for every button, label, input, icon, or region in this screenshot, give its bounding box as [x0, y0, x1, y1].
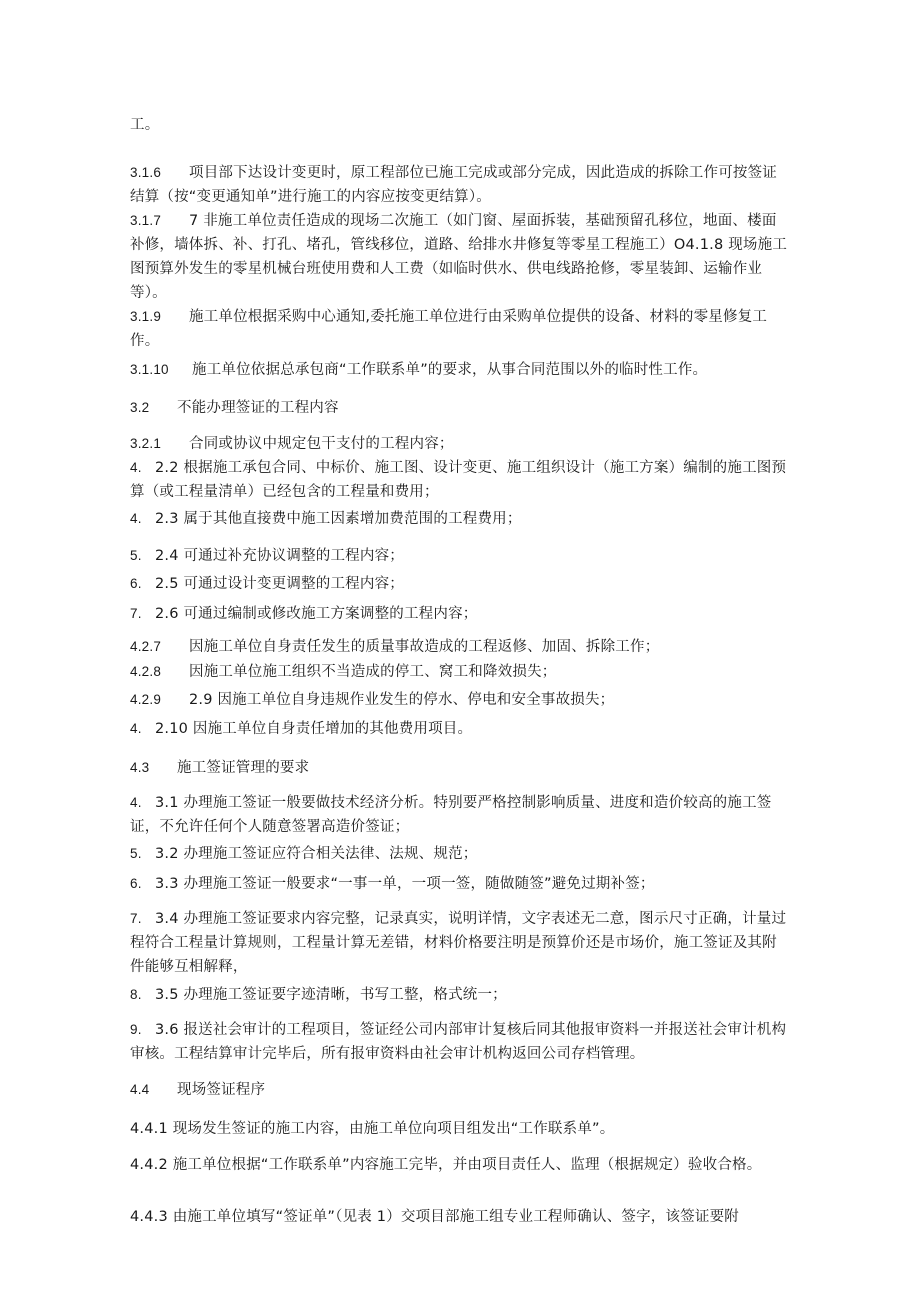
paragraph-4-2-7 [130, 635, 790, 659]
section-number: 4.2.9 [130, 692, 162, 707]
section-number: 4. [130, 460, 142, 475]
section-number: 3.1.7 [130, 213, 162, 228]
section-number: 3.2.1 [130, 436, 162, 451]
paragraph-3-1-6 [130, 161, 790, 209]
paragraph-text: 4.4.2 施工单位根据“工作联系单”内容施工完毕，并由项目责任人、监理（根据规定）验收合格。 [130, 1157, 762, 1173]
paragraph-continuation [130, 113, 790, 137]
paragraph-text: 合同或协议中规定包干支付的工程内容； [189, 436, 454, 452]
paragraph-4-4-3 [130, 1205, 790, 1229]
heading-4-4 [130, 1078, 790, 1102]
section-number: 4.2.8 [130, 664, 162, 679]
paragraph-text: 3.3 办理施工签证一般要求“一事一单，一项一签，随做随签”避免过期补签； [155, 876, 655, 892]
paragraph-4-2-9 [130, 688, 790, 712]
paragraph-4-4-2 [130, 1153, 790, 1177]
section-number: 4.2.7 [130, 639, 162, 654]
paragraph-text: 施工单位根据采购中心通知,委托施工单位进行由采购单位提供的设备、材料的零星修复工作。 [130, 309, 768, 349]
paragraph-4-2-8 [130, 660, 790, 684]
section-number: 7. [130, 911, 142, 926]
paragraph-text: 2.5 可通过设计变更调整的工程内容； [155, 576, 404, 592]
section-number: 4. [130, 721, 142, 736]
paragraph-text: 项目部下达设计变更时，原工程部位已施工完成或部分完成，因此造成的拆除工作可按签证结算（按“变更通知单”进行施工的内容应按变更结算）。 [130, 165, 777, 205]
paragraph-text: 4.4.3 由施工单位填写“签证单”（见表 1）交项目部施工组专业工程师确认、签字，该签证要附 [130, 1209, 740, 1225]
section-number: 8. [130, 987, 142, 1002]
section-number: 5. [130, 548, 142, 563]
paragraph-text: 3.1 办理施工签证一般要做技术经济分析。特别要严格控制影响质量、进度和造价较高的施工签证，不允许任何个人随意签署高造价签证； [130, 795, 772, 835]
paragraph-2-5 [130, 572, 790, 596]
paragraph-text: 7 非施工单位责任造成的现场二次施工（如门窗、屋面拆装，基础预留孔移位，地面、楼面补修，墙体拆、补、打孔、堵孔，管线移位，道路、给排水井修复等零星工程施工）O4.1.8 现场施工图预算外发生的零星机械台班使用费和人工费（如临时供水、供电线路抢修，零星装卸、运输作业等）。 [130, 213, 788, 301]
paragraph-3-1-10 [130, 358, 790, 382]
paragraph-3-3 [130, 872, 790, 896]
paragraph-2-6 [130, 602, 790, 626]
paragraph-3-1-7 [130, 209, 790, 305]
section-number: 4. [130, 511, 142, 526]
paragraph-3-5 [130, 983, 790, 1007]
section-number: 6. [130, 576, 142, 591]
section-number: 3.1.10 [130, 362, 169, 377]
paragraph-text: 3.4 办理施工签证要求内容完整，记录真实，说明详情，文字表述无二意，图示尺寸正确，计量过程符合工程量计算规则，工程量计算无差错，材料价格要注明是预算价还是市场价，施工签证及其附件能够互相解释， [130, 911, 787, 975]
heading-text: 现场签证程序 [177, 1082, 266, 1098]
paragraph-3-4 [130, 907, 790, 979]
paragraph-3-6 [130, 1018, 790, 1066]
paragraph-2-10 [130, 717, 790, 741]
paragraph-text: 2.3 属于其他直接费中施工因素增加费范围的工程费用； [155, 511, 522, 527]
paragraph-3-1 [130, 791, 790, 839]
paragraph-2-4 [130, 544, 790, 568]
section-number: 5. [130, 846, 142, 861]
paragraph-text: 2.9 因施工单位自身违规作业发生的停水、停电和安全事故损失； [189, 692, 615, 708]
paragraph-text: 3.5 办理施工签证要字迹清晰，书写工整，格式统一； [155, 987, 507, 1003]
paragraph-2-2 [130, 456, 790, 504]
paragraph-text: 3.6 报送社会审计的工程项目，签证经公司内部审计复核后同其他报审资料一并报送社会审计机构审核。工程结算审计完毕后，所有报审资料由社会审计机构返回公司存档管理。 [130, 1022, 787, 1062]
paragraph-text: 因施工单位自身责任发生的质量事故造成的工程返修、加固、拆除工作； [189, 639, 660, 655]
heading-3-2 [130, 396, 790, 420]
section-number: 4.3 [130, 760, 150, 775]
heading-4-3 [130, 756, 790, 780]
section-number: 3.1.9 [130, 309, 162, 324]
section-number: 7. [130, 606, 142, 621]
paragraph-2-3 [130, 507, 790, 531]
paragraph-text: 2.6 可通过编制或修改施工方案调整的工程内容； [155, 606, 478, 622]
section-number: 9. [130, 1022, 142, 1037]
paragraph-text: 工。 [130, 117, 160, 133]
section-number: 3.2 [130, 400, 150, 415]
paragraph-text: 2.4 可通过补充协议调整的工程内容； [155, 548, 404, 564]
section-number: 4. [130, 795, 142, 810]
section-number: 4.4 [130, 1082, 150, 1097]
paragraph-3-2 [130, 842, 790, 866]
paragraph-3-1-9 [130, 305, 790, 353]
section-number: 3.1.6 [130, 165, 162, 180]
paragraph-text: 3.2 办理施工签证应符合相关法律、法规、规范； [155, 846, 478, 862]
paragraph-text: 施工单位依据总承包商“工作联系单”的要求，从事合同范围以外的临时性工作。 [192, 362, 708, 378]
heading-text: 不能办理签证的工程内容 [177, 400, 339, 416]
paragraph-3-2-1 [130, 432, 790, 456]
paragraph-text: 2.10 因施工单位自身责任增加的其他费用项目。 [155, 721, 473, 737]
paragraph-text: 4.4.1 现场发生签证的施工内容，由施工单位向项目组发出“工作联系单”。 [130, 1121, 615, 1137]
paragraph-4-4-1 [130, 1117, 790, 1141]
paragraph-text: 因施工单位施工组织不当造成的停工、窝工和降效损失； [189, 664, 557, 680]
paragraph-text: 2.2 根据施工承包合同、中标价、施工图、设计变更、施工组织设计（施工方案）编制的施工图预算（或工程量清单）已经包含的工程量和费用； [130, 460, 787, 500]
section-number: 6. [130, 876, 142, 891]
heading-text: 施工签证管理的要求 [177, 760, 310, 776]
